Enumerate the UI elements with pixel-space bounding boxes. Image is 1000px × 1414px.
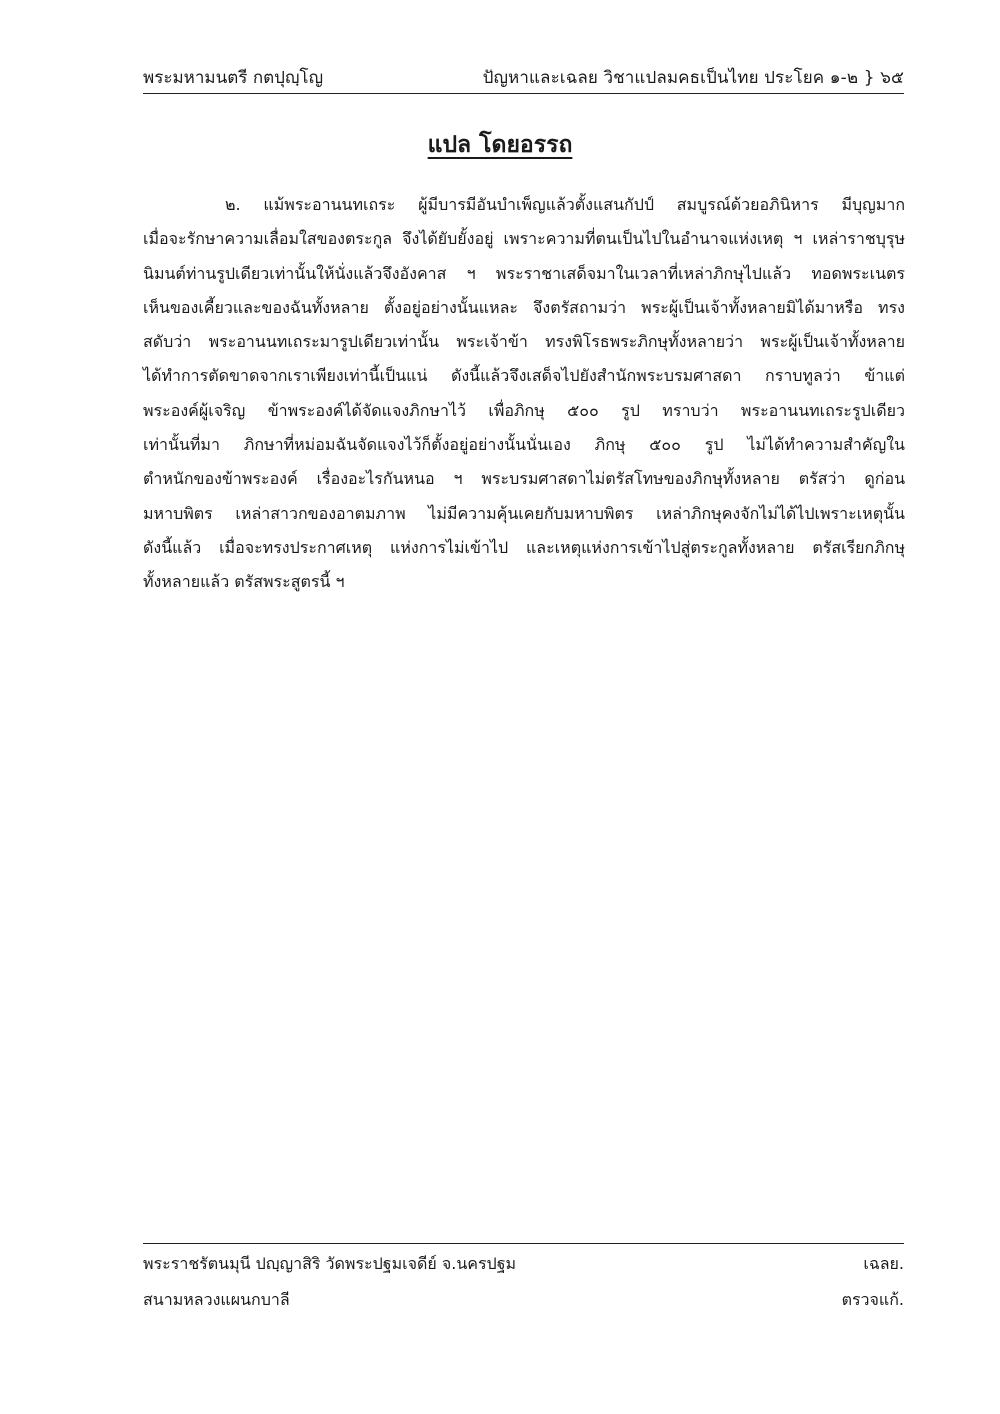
footer-row-review xyxy=(143,1282,904,1318)
body-line: พระองค์ผู้เจริญ ข้าพระองค์ได้จัดแจงภิกษาไว้ เพื่อภิกษุ ๕๐๐ รูป ทราบว่า พระอานนทเถระรูปเดียว xyxy=(143,400,905,420)
page-footer xyxy=(143,1243,904,1318)
body-line: ทั้งหลายแล้ว ตรัสพระสูตรนี้ ฯ xyxy=(143,572,345,592)
page-title-text: แปล โดยอรรถ xyxy=(427,132,573,158)
footer-row-answer xyxy=(143,1246,904,1282)
body-line: เมื่อจะรักษาความเลื่อมใสของตระกูล จึงได้ยับยั้งอยู่ เพราะความที่ตนเป็นไปในอำนาจแห่งเหตุ ฯ เหล่าราชบุรุษ xyxy=(143,229,905,249)
body-line: ตำหนักของข้าพระองค์ เรื่องอะไรกันหนอ ฯ พระบรมศาสดาไม่ตรัสโทษของภิกษุทั้งหลาย ตรัสว่า ดูก่อน xyxy=(143,469,905,489)
page-title xyxy=(0,127,1000,163)
header-book-title: ปัญหาและเฉลย วิชาแปลมคธเป็นไทย ประโยค ๑-๒ } ๖๕ xyxy=(482,68,904,88)
body-line: เห็นของเคี้ยวและของฉันทั้งหลาย ตั้งอยู่อย่างนั้นแหละ จึงตรัสถามว่า พระผู้เป็นเจ้าทั้งหลายมิได้มาหรือ ทรง xyxy=(143,297,905,317)
page-header xyxy=(143,64,904,94)
footer-review-label: ตรวจแก้. xyxy=(841,1289,904,1309)
body-line: สดับว่า พระอานนทเถระมารูปเดียวเท่านั้น พระเจ้าข้า ทรงพิโรธพระภิกษุทั้งหลายว่า พระผู้เป็นเจ้าทั้งหลาย xyxy=(143,332,905,352)
body-paragraph xyxy=(143,188,905,600)
body-line: นิมนต์ท่านรูปเดียวเท่านั้นให้นั่งแล้วจึงอังคาส ฯ พระราชาเสด็จมาในเวลาที่เหล่าภิกษุไปแล้ว ทอดพระเนตร xyxy=(143,263,905,283)
body-line: ดังนี้แล้ว เมื่อจะทรงประกาศเหตุ แห่งการไม่เข้าไป และเหตุแห่งการเข้าไปสู่ตระกูลทั้งหลาย ตรัสเรียกภิกษุ xyxy=(143,537,905,557)
footer-review-author: สนามหลวงแผนกบาลี xyxy=(143,1289,290,1309)
body-line: มหาบพิตร เหล่าสาวกของอาตมภาพ ไม่มีความคุ้นเคยกับมหาบพิตร เหล่าภิกษุคงจักไม่ได้ไปเพราะเหตุนั้น xyxy=(143,503,905,523)
body-line: ๒. แม้พระอานนทเถระ ผู้มีบารมีอันบำเพ็ญแล้วตั้งแสนกัปป์ สมบูรณ์ด้วยอภินิหาร มีบุญมาก xyxy=(225,195,905,214)
body-line: เท่านั้นที่มา ภิกษาที่หม่อมฉันจัดแจงไว้ก็ตั้งอยู่อย่างนั้นนั่นเอง ภิกษุ ๕๐๐ รูป ไม่ได้ทำความสำคัญใน xyxy=(143,435,905,455)
footer-answer-label: เฉลย. xyxy=(863,1253,904,1273)
footer-answer-author: พระราชรัตนมุนี ปญฺญาสิริ วัดพระปฐมเจดีย์ จ.นครปฐม xyxy=(143,1253,517,1273)
body-line: ได้ทำการตัดขาดจากเราเพียงเท่านี้เป็นแน่ ดังนี้แล้วจึงเสด็จไปยังสำนักพระบรมศาสดา กราบทูลว่า ข้าแต่ xyxy=(143,366,905,386)
header-author: พระมหามนตรี กตปุญฺโญ xyxy=(143,68,324,88)
